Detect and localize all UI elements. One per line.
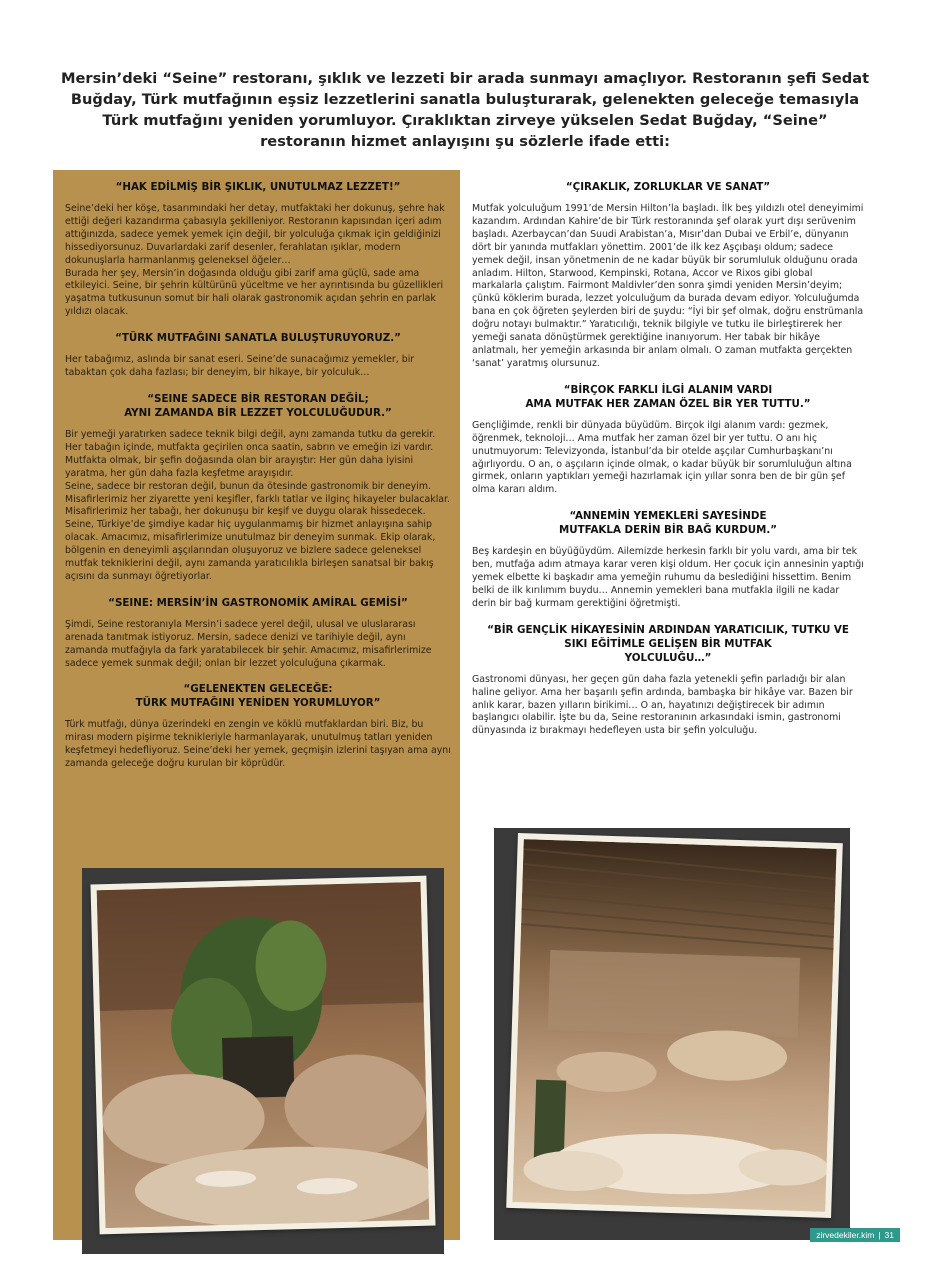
section-heading: “SEINE: MERSİN’İN GASTRONOMİK AMİRAL GEMİSİ” [108,596,408,609]
right-text-column [472,180,864,750]
section-heading: “ÇIRAKLIK, ZORLUKLAR VE SANAT” [565,181,771,193]
site-name[interactable]: zirvedekiler.kim [816,1230,875,1240]
section-text: Türk mutfağı, dünya üzerindeki en zengin ve köklü mutfaklardan biri. Biz, bu mirası modern pişirme teknikleriyle harmanlayarak, unutulmuş tatları yeniden keşfetmeyi hedefliyoruz. Seine’deki her yemek, geçmişin izlerini taşıyan ama aynı zamanda geleceğe doğru kurulan bir köprüdür. [65,719,451,770]
section-text: Gastronomi dünyası, her geçen gün daha fazla yetenekli şefin parladığı bir alan haline geliyor. Ama her başarılı şefin ardında, bambaşka bir hikâye var. Bazen bir anlık karar, bazen yılların birikimi… O an, hayatınızı değiştirecek bir adımın başlangıcı olabilir. İşte bu da, Seine restoranının arkasındaki ismin, gastronomi dünyasında iz bırakmayı hedefleyen usta bir şefin yolculuğu. [472,673,853,737]
restaurant-interior-image [512,839,836,1212]
page-footer [810,1228,900,1242]
section-heading: “BİR GENÇLİK HİKAYESİNİN ARDINDAN YARATICILIK, TUTKU VE SIKI EĞİTİMLE GELİŞEN BİR MUTFAK YOLCULUĞU…” [487,623,849,664]
section-text: Gençliğimde, renkli bir dünyada büyüdüm. Birçok ilgi alanım vardı: gezmek, öğrenmek, teknoloji… Ama mutfak her zaman özel bir yer tuttu. O anı hiç unutmuyorum: Televizyonda, İstanbul’da bir otelde aşçılar Cumhurbaşkanı’nı ağırlıyordu. O an, o aşçıların içinde olmak, o kadar büyük bir sorumluluğun altına girmek, onların yaptıkları yemeği hazırlamak için yıllar sonra ben de bir gün şef olma kararı aldım. [472,419,852,496]
section-text: Seine’deki her köşe, tasarımındaki her detay, mutfaktaki her dokunuş, şehre hak ettiği değeri kazandırma çabasıyla şekilleniyor. Restoranın kapısından içeri adım attığınızda, sadece yemek yemek için değil, bir yolculuğa çıkmak için geldiğinizi hissediyorsunuz. Duvarlardaki zarif desenler, ferahlatan ışıklar, modern dokunuşlarla harmanlanmış geleneksel öğeler… Burada her şey, Mersin’in doğasında olduğu gibi zarif ama güçlü, sade ama etkileyici. Seine, bir şehrin kültürünü yüceltme ve her ayrıntısında bu güzellikleri yaşatma tutkusunun somut bir hali olarak gastronomik açıdan şehrin en parlak yıldızı olacak. [65,203,445,318]
section-heading: “ANNEMİN YEMEKLERİ SAYESİNDE MUTFAKLA DERİN BİR BAĞ KURDUM.” [558,510,778,537]
section-text: Mutfak yolculuğum 1991’de Mersin Hilton’la başladı. İlk beş yıldızlı otel deneyimimi kazandım. Ardından Kahire’de bir Türk restoranında şef olarak yurt dışı serüvenim başladı. Azerbaycan’dan Suudi Arabistan’a, Mısır’dan Dubai ve Erbil’e, dünyanın dört bir yanında mutfakları yönettim. 2001’de ilk kez Aşçıbaşı oldum; sadece yemek değil, insan yönetmenin de ne kadar büyük bir sorumluluk olduğunu orada anladım. Hilton, Starwood, Kempinski, Rotana, Accor ve Rixos gibi global markalarla çalıştım. Fairmont Maldivler’den sonra şimdi yeniden Mersin’deyim; çünkü köklerim burada, lezzet yolculuğum da burada devam ediyor. Yolculuğumda bana en çok öğreten şeylerden biri de şuydu: “İyi bir şef olmak, doğru enstrümanla doğru notayı bulmaktır.” Yaratıcılığı, teknik bilgiyle ve tutku ile birleştirerek her yemeği sanata dönüştürmek gerektiğine inanıyorum. Her tabak bir hikâye anlatmalı, her yemeğin arkasında bir anlam olmalı. O zaman mutfakta gerçekten ‘sanat’ yaratmış olursunuz. [472,203,864,369]
section-heading: “HAK EDİLMİŞ BİR ŞIKLIK, UNUTULMAZ LEZZET!” [115,181,401,193]
footer-separator: | [878,1230,881,1240]
restaurant-photo-dining-hall [506,833,843,1218]
section-heading: “TÜRK MUTFAĞINI SANATLA BULUŞTURUYORUZ.” [115,332,401,345]
restaurant-interior-image [97,882,430,1228]
page-number: 31 [884,1230,894,1240]
section-text: Beş kardeşin en büyüğüydüm. Ailemizde herkesin farklı bir yolu vardı, ama bir tek ben, mutfağa adım atmaya karar veren kişi oldum. Her çocuk için annesinin yaptığı yemek elbette ki başkadır ama yemeğin ruhumu da beslediğini hissettim. Benim belki de ilk kırılımım buydu… Annemin yemekleri bana mutfakla ilgili ne kadar derin bir bağ kurmam gerektiğini öğretmişti. [472,546,864,609]
section-heading: “GELENEKTEN GELECEĞE: TÜRK MUTFAĞINI YENİDEN YORUMLUYOR” [135,683,381,710]
section-heading: “SEINE SADECE BİR RESTORAN DEĞİL; AYNI ZAMANDA BİR LEZZET YOLCULUĞUDUR.” [124,392,392,419]
section-text: Bir yemeği yaratırken sadece teknik bilgi değil, aynı zamanda tutku da gerekir. Her tabağın içinde, mutfakta geçirilen onca saatin, sabrın ve emeğin izi vardır. Mutfakta olmak, bir şefin doğasında olan bir arayıştır: Her gün daha iyisini yaratma, her gün daha fazla keşfetme arayışıdır. Seine, sadece bir restoran değil, bunun da ötesinde gastronomik bir deneyim. Misafirlerimiz her ziyarette yeni keşifler, farklı tatlar ve ilginç hikayeler bulacaklar. Misafirlerimiz her tabağı, her dokunuşu bir keşif ve duygu olarak hissedecek. Seine, Türkiye’de şimdiye kadar hiç uygulanmamış bir hizmet anlayışına sahip olacak. Amacımız, misafirlerimize unutulmaz bir deneyim sunmak. Ekip olarak, bölgenin en deneyimli aşçılarından oluşuyoruz ve bizlere sadece geleneksel mutfak tekniklerini değil, aynı zamanda yaratıcılıkla birleşen sanatsal bir bakış açısını da sunmayı öğretiyorlar. [65,428,451,582]
intro-paragraph: Mersin’deki “Seine” restoranı, şıklık ve lezzeti bir arada sunmayı amaçlıyor. Restoranın şefi Sedat Buğday, Türk mutfağının eşsiz lezzetlerini sanatla buluşturarak, gelenekten geleceğe temasıyla Türk mutfağını yeniden yorumluyor. Çıraklıktan zirveye yükselen Sedat Buğday, “Seine” restoranın hizmet anlayışını şu sözlerle ifade etti: [60,70,870,150]
section-heading: “BİRÇOK FARKLI İLGİ ALANIM VARDI AMA MUTFAK HER ZAMAN ÖZEL BİR YER TUTTU.” [525,383,811,410]
restaurant-photo-plants [90,876,435,1235]
section-text: Şimdi, Seine restoranıyla Mersin’i sadece yerel değil, ulusal ve uluslararası arenada tanıtmak istiyoruz. Mersin, sadece denizi ve tarihiyle değil, aynı zamanda mutfağıyla da fark yaratabilecek bir şehir. Amacımız, misafirlerimize sadece yemek sunmak değil; onlan bir lezzet yolculuğuna çıkarmak. [65,618,432,669]
section-text: Her tabağımız, aslında bir sanat eseri. Seine’de sunacağımız yemekler, bir tabaktan çok daha fazlası; bir deneyim, bir hikaye, bir yolculuk… [65,354,415,379]
